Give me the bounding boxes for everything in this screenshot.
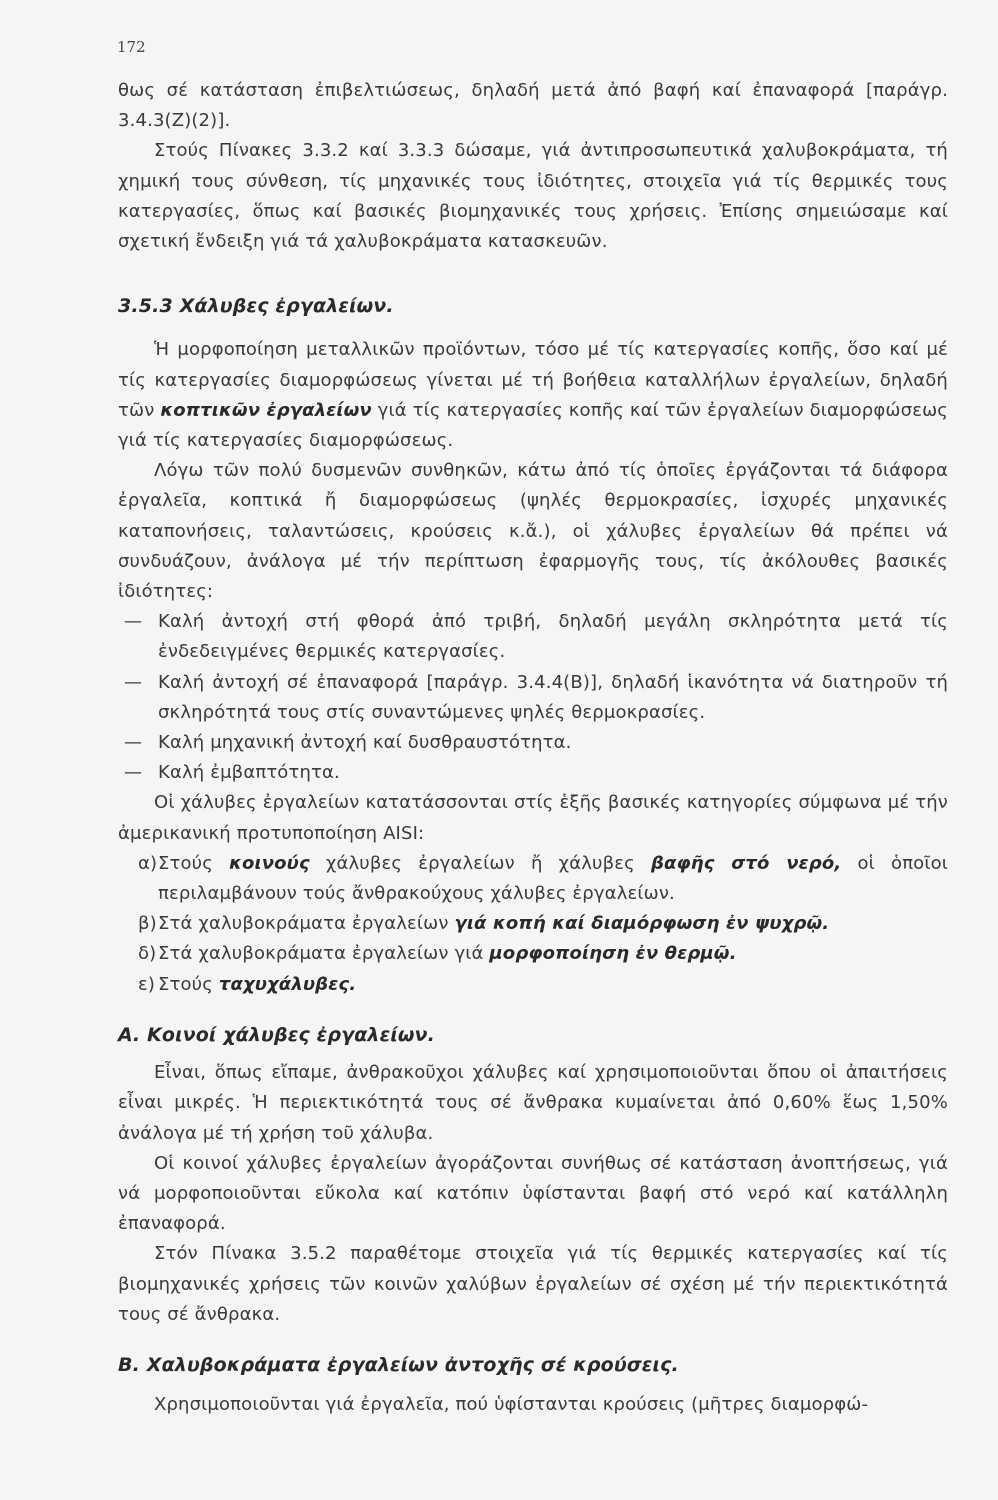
- property-text: Καλή μηχανική ἀντοχή καί δυσθραυστότητα.: [158, 732, 572, 754]
- text-span: οἱ ὁποῖοι περιλαμβάνουν τούς ἄνθρακούχους χάλυβες ἐργαλείων.: [158, 852, 948, 905]
- emphasis-hot-work: μορφοποίηση ἐν θερμῷ.: [489, 943, 737, 965]
- list-marker: β): [138, 913, 157, 935]
- text-span: χάλυβες ἐργαλείων ἤ χάλυβες: [309, 852, 651, 874]
- paragraph-tables-reference: Στούς Πίνακες 3.3.2 καί 3.3.3 δώσαμε, γιά ἀντιπροσωπευτικά χαλυβοκράματα, τή χημική τους σύνθεση, τίς μηχανικές τους ἰδιότητες, στοιχεῖα γιά τίς θερμικές τους κατεργασίες, ὅπως καί βασικές βιομηχανικές τους χρήσεις. Ἐπίσης σημειώσαμε καί σχετική ἔνδειξη γιά τά χαλυβοκράματα κατασκευῶν.: [118, 140, 948, 253]
- paragraph-conditions: Λόγω τῶν πολύ δυσμενῶν συνθηκῶν, κάτω ἀπό τίς ὁποῖες ἐργάζονται τά διάφορα ἐργαλεῖα, κοπτικά ἤ διαμορφώσεως (ψηλές θερμοκρασίες, ἰσχυρές μηχανικές καταπονήσεις, ταλαντώσεις, κρούσεις κ.ἄ.), οἱ χάλυβες ἐργαλείων θά πρέπει νά συνδυάζουν, ἀνάλογα μέ τήν περίπτωση ἐφαρμογῆς τους, τίς ἀκόλουθες βασικές ἰδιότητες:: [118, 460, 948, 603]
- emphasis-cutting-tools: κοπτικῶν ἐργαλείων: [160, 399, 372, 421]
- text-span: Στά χαλυβοκράματα ἐργαλείων: [158, 913, 455, 935]
- property-item: [118, 668, 948, 728]
- paragraph-common-steels-1: Εἶναι, ὅπως εἴπαμε, ἀνθρακοῦχοι χάλυβες καί χρησιμοποιοῦνται ὅπου οἱ ἀπαιτήσεις εἶναι μικρές. Ἡ περιεκτικότητά τους σέ ἄνθρακα κυμαίνεται ἀπό 0,60% ἕως 1,50% ἀνάλογα μέ τή χρήση τοῦ χάλυβα.: [118, 1062, 948, 1144]
- section-heading-a: Α. Κοινοί χάλυβες ἐργαλείων.: [118, 1023, 435, 1046]
- category-item-a: [118, 849, 948, 909]
- paragraph-shock-resistant: Χρησιμοποιοῦνται γιά ἐργαλεῖα, πού ὑφίστανται κρούσεις (μῆτρες διαμορφώ-: [154, 1394, 869, 1416]
- category-item-e: [118, 970, 948, 1000]
- paragraph-common-steels-2: Οἱ κοινοί χάλυβες ἐργαλείων ἀγοράζονται συνήθως σέ κατάσταση ἀνοπτήσεως, γιά νά μορφοποιοῦνται εὔκολα καί κατόπιν ὑφίστανται βαφή στό νερό καί κατάλληλη ἐπαναφορά.: [118, 1152, 948, 1235]
- text-span: Στούς: [158, 852, 230, 874]
- text-span: Στά χαλυβοκράματα ἐργαλείων γιά: [158, 943, 490, 965]
- dash-bullet: —: [124, 671, 143, 693]
- list-marker: δ): [138, 943, 157, 965]
- paragraph-common-steels-3: Στόν Πίνακα 3.5.2 παραθέτομε στοιχεῖα γιά τίς θερμικές κατεργασίες καί τίς βιομηχανικές χρήσεις τῶν κοινῶν χαλύβων ἐργαλείων σέ σχέση μέ τήν περιεκτικότητά τους σέ ἄνθρακα.: [118, 1243, 948, 1325]
- property-item: [118, 758, 948, 788]
- paragraph-aisi-classification: Οἱ χάλυβες ἐργαλείων κατατάσσονται στίς ἑξῆς βασικές κατηγορίες σύμφωνα μέ τήν ἀμερικανική προτυποποίηση AISI:: [118, 792, 948, 844]
- property-text: Καλή ἀντοχή στή φθορά ἀπό τριβή, δηλαδή μεγάλη σκληρότητα μετά τίς ἐνδεδειγμένες θερμικές κατεργασίες.: [158, 611, 948, 663]
- text-span: γιά τίς κατεργασίες κοπῆς καί τῶν ἐργαλείων διαμορφώσεως γιά τίς κατεργασίες διαμορφώσεως.: [118, 399, 949, 452]
- paragraph-tool-shaping: [118, 335, 948, 456]
- section-heading-b: Β. Χαλυβοκράματα ἐργαλείων ἀντοχῆς σέ κρούσεις.: [118, 1353, 679, 1376]
- emphasis-common: κοινούς: [229, 852, 310, 874]
- property-item: [118, 728, 948, 758]
- page-number: 172: [117, 38, 146, 56]
- property-text: Καλή ἀντοχή σέ ἐπαναφορά [παράγρ. 3.4.4(Β)], δηλαδή ἱκανότητα νά διατηροῦν τή σκληρότητά τους στίς συναντώμενες ψηλές θερμοκρασίες.: [158, 671, 948, 723]
- text-span: Ἡ μορφοποίηση μεταλλικῶν προϊόντων, τόσο μέ τίς κατεργασίες κοπῆς, ὅσο καί μέ τίς κατεργασίες διαμορφώσεως γίνεται μέ τή βοήθεια καταλλήλων ἐργαλείων, δηλαδή τῶν: [118, 339, 948, 421]
- list-marker: ε): [138, 973, 156, 995]
- section-heading-3-5-3: 3.5.3 Χάλυβες ἐργαλείων.: [118, 295, 394, 318]
- paragraph-continuation: θως σέ κατάσταση ἐπιβελτιώσεως, δηλαδή μετά ἀπό βαφή καί ἐπαναφορά [παράγρ. 3.4.3(Ζ)(2)].: [118, 80, 948, 132]
- category-item-d: [118, 939, 948, 969]
- dash-bullet: —: [124, 762, 143, 784]
- dash-bullet: —: [124, 611, 143, 633]
- list-marker: α): [138, 852, 158, 874]
- property-text: Καλή ἐμβαπτότητα.: [158, 762, 340, 784]
- category-item-b: [118, 909, 948, 939]
- property-item: [118, 607, 948, 667]
- dash-bullet: —: [124, 732, 143, 754]
- page-content: [118, 76, 948, 1420]
- emphasis-water-hardening: βαφῆς στό νερό,: [650, 852, 842, 874]
- text-span: Στούς: [158, 973, 219, 995]
- properties-list: [118, 607, 948, 788]
- emphasis-high-speed: ταχυχάλυβες.: [218, 973, 357, 995]
- categories-list: [118, 849, 948, 1000]
- emphasis-cold-work: γιά κοπή καί διαμόρφωση ἐν ψυχρῷ.: [454, 913, 830, 935]
